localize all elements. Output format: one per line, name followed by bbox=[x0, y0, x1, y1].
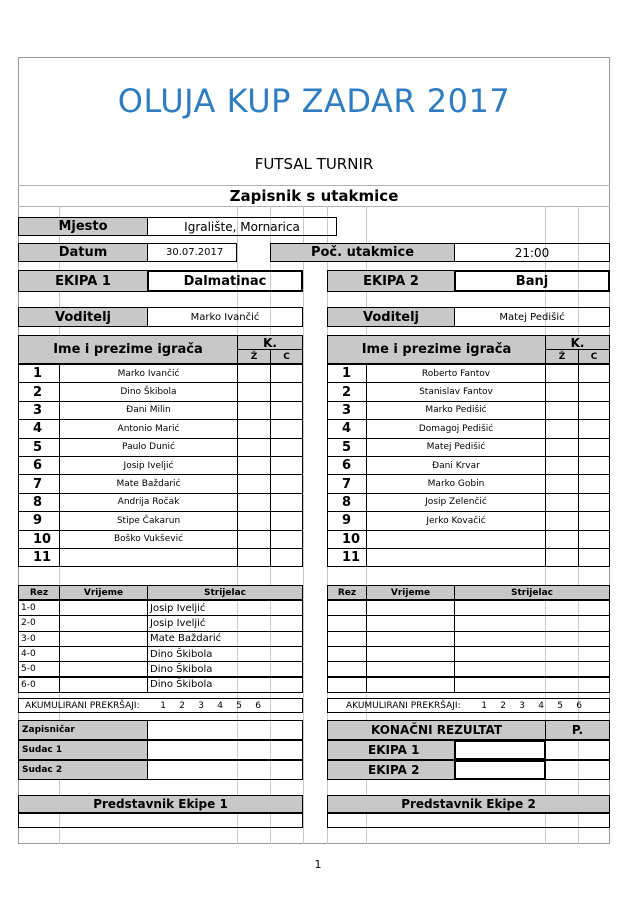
player-yellow-card[interactable] bbox=[545, 530, 579, 549]
referee1-field[interactable] bbox=[147, 740, 303, 760]
player-red-card[interactable] bbox=[270, 382, 303, 401]
goal-scorer[interactable] bbox=[454, 661, 610, 677]
goal-time[interactable] bbox=[366, 600, 455, 616]
team2-coach-label: Voditelj bbox=[327, 307, 455, 327]
foul-number[interactable]: 2 bbox=[179, 700, 185, 711]
player-name[interactable]: Paulo Dunić bbox=[59, 438, 238, 457]
player-red-card[interactable] bbox=[270, 530, 303, 549]
goal-score: 3-0 bbox=[18, 631, 60, 647]
final-team1-label: EKIPA 1 bbox=[327, 740, 455, 760]
goal-time[interactable] bbox=[59, 615, 148, 631]
player-red-card[interactable] bbox=[578, 456, 610, 475]
player-yellow-card[interactable] bbox=[237, 530, 271, 549]
player-red-card[interactable] bbox=[270, 419, 303, 438]
date-value: 30.07.2017 bbox=[147, 243, 237, 262]
player-number: 4 bbox=[327, 419, 367, 438]
player-yellow-card[interactable] bbox=[545, 401, 579, 420]
team2-coach: Matej Pedišić bbox=[454, 307, 610, 327]
final-team1-p[interactable] bbox=[545, 740, 610, 760]
player-yellow-card[interactable] bbox=[237, 401, 271, 420]
team1-red-header: C bbox=[270, 349, 303, 364]
player-yellow-card[interactable] bbox=[237, 364, 271, 383]
player-name[interactable]: Marko Gobin bbox=[366, 474, 546, 493]
team2-label: EKIPA 2 bbox=[327, 270, 455, 292]
foul-number[interactable]: 1 bbox=[481, 700, 487, 711]
player-name[interactable]: Stipe Čakarun bbox=[59, 511, 238, 530]
goal-time[interactable] bbox=[366, 677, 455, 693]
goal-scorer[interactable] bbox=[454, 631, 610, 647]
player-number: 9 bbox=[327, 511, 367, 530]
record-title: Zapisnik s utakmice bbox=[229, 187, 399, 205]
player-red-card[interactable] bbox=[270, 548, 303, 567]
player-yellow-card[interactable] bbox=[545, 493, 579, 512]
team2-yellow-header: Ž bbox=[545, 349, 579, 364]
foul-number[interactable]: 6 bbox=[576, 700, 582, 711]
goals1-scorer-header: Strijelac bbox=[147, 585, 303, 600]
foul-number[interactable]: 5 bbox=[236, 700, 242, 711]
goal-time[interactable] bbox=[366, 661, 455, 677]
player-yellow-card[interactable] bbox=[237, 456, 271, 475]
page-number: 1 bbox=[314, 858, 322, 871]
player-number: 2 bbox=[18, 382, 60, 401]
player-red-card[interactable] bbox=[270, 364, 303, 383]
fouls-numbers bbox=[154, 701, 268, 711]
final-team2-p[interactable] bbox=[545, 760, 610, 780]
goals2-scorer-header: Strijelac bbox=[454, 585, 610, 600]
player-number: 6 bbox=[18, 456, 60, 475]
player-red-card[interactable] bbox=[578, 474, 610, 493]
team2-cards-header: K. bbox=[545, 335, 610, 350]
player-name[interactable]: Andrija Ročak bbox=[59, 493, 238, 512]
goal-scorer[interactable] bbox=[454, 677, 610, 693]
player-name[interactable]: Đani Krvar bbox=[366, 456, 546, 475]
venue-label: Mjesto bbox=[18, 217, 148, 236]
player-number: 6 bbox=[327, 456, 367, 475]
team2-red-header: C bbox=[578, 349, 610, 364]
team1-players-header: Ime i prezime igrača bbox=[18, 335, 238, 364]
goal-score: 4-0 bbox=[18, 646, 60, 662]
final-p-label: P. bbox=[545, 720, 610, 740]
player-red-card[interactable] bbox=[270, 511, 303, 530]
player-red-card[interactable] bbox=[578, 511, 610, 530]
representative2-field[interactable] bbox=[327, 813, 610, 828]
goal-scorer[interactable]: Dino Škibola bbox=[147, 677, 303, 693]
player-number: 3 bbox=[327, 401, 367, 420]
goal-score bbox=[327, 646, 367, 662]
team2-name: Banj bbox=[454, 270, 610, 292]
goal-time[interactable] bbox=[366, 615, 455, 631]
goal-scorer[interactable]: Dino Škibola bbox=[147, 661, 303, 677]
final-team1-score[interactable] bbox=[454, 740, 546, 760]
player-number: 1 bbox=[327, 364, 367, 383]
player-name[interactable]: Jerko Kovačić bbox=[366, 511, 546, 530]
player-red-card[interactable] bbox=[578, 419, 610, 438]
foul-number[interactable]: 4 bbox=[538, 700, 544, 711]
player-red-card[interactable] bbox=[578, 401, 610, 420]
player-yellow-card[interactable] bbox=[545, 438, 579, 457]
fouls-label: AKUMULIRANI PREKRŠAJI: bbox=[25, 700, 140, 711]
player-number: 3 bbox=[18, 401, 60, 420]
goal-time[interactable] bbox=[59, 677, 148, 693]
player-red-card[interactable] bbox=[270, 401, 303, 420]
tournament-subtitle: FUTSAL TURNIR bbox=[254, 155, 374, 173]
goal-score bbox=[327, 631, 367, 647]
player-name[interactable]: Stanislav Fantov bbox=[366, 382, 546, 401]
goal-scorer[interactable] bbox=[454, 600, 610, 616]
goal-scorer[interactable]: Josip Iveljić bbox=[147, 600, 303, 616]
goal-score: 1-0 bbox=[18, 600, 60, 616]
goal-time[interactable] bbox=[366, 646, 455, 662]
player-name[interactable]: Matej Pedišić bbox=[366, 438, 546, 457]
player-yellow-card[interactable] bbox=[237, 474, 271, 493]
goal-time[interactable] bbox=[59, 600, 148, 616]
player-yellow-card[interactable] bbox=[545, 474, 579, 493]
foul-number[interactable]: 4 bbox=[217, 700, 223, 711]
player-name[interactable]: Roberto Fantov bbox=[366, 364, 546, 383]
player-number: 11 bbox=[327, 548, 367, 567]
goal-score bbox=[327, 600, 367, 616]
foul-number[interactable]: 3 bbox=[519, 700, 525, 711]
player-number: 9 bbox=[18, 511, 60, 530]
team1-name: Dalmatinac bbox=[147, 270, 303, 292]
player-yellow-card[interactable] bbox=[545, 382, 579, 401]
final-team2-score[interactable] bbox=[454, 760, 546, 780]
team1-coach-label: Voditelj bbox=[18, 307, 148, 327]
player-name[interactable] bbox=[366, 548, 546, 567]
player-number: 10 bbox=[18, 530, 60, 549]
player-yellow-card[interactable] bbox=[545, 548, 579, 567]
team2-players-header: Ime i prezime igrača bbox=[327, 335, 546, 364]
player-name[interactable]: Dino Škibola bbox=[59, 382, 238, 401]
referee1-label: Sudac 1 bbox=[18, 740, 148, 760]
player-yellow-card[interactable] bbox=[237, 382, 271, 401]
foul-number[interactable]: 3 bbox=[198, 700, 204, 711]
player-red-card[interactable] bbox=[270, 438, 303, 457]
player-yellow-card[interactable] bbox=[237, 511, 271, 530]
goal-time[interactable] bbox=[366, 631, 455, 647]
foul-number[interactable]: 6 bbox=[255, 700, 261, 711]
goal-scorer[interactable]: Josip Iveljić bbox=[147, 615, 303, 631]
player-number: 5 bbox=[327, 438, 367, 457]
foul-number[interactable]: 1 bbox=[160, 700, 166, 711]
goal-time[interactable] bbox=[59, 646, 148, 662]
goals2-time-header: Vrijeme bbox=[366, 585, 455, 600]
player-number: 10 bbox=[327, 530, 367, 549]
kickoff-value: 21:00 bbox=[454, 243, 610, 262]
goal-time[interactable] bbox=[59, 661, 148, 677]
goal-score bbox=[327, 677, 367, 693]
goal-time[interactable] bbox=[59, 631, 148, 647]
venue-value: Igralište, Mornarica bbox=[147, 217, 337, 236]
player-number: 8 bbox=[327, 493, 367, 512]
goal-scorer[interactable]: Mate Baždarić bbox=[147, 631, 303, 647]
player-name[interactable]: Đani Milin bbox=[59, 401, 238, 420]
referee2-label: Sudac 2 bbox=[18, 760, 148, 780]
player-yellow-card[interactable] bbox=[545, 364, 579, 383]
player-name[interactable] bbox=[366, 530, 546, 549]
goals1-score-header: Rez bbox=[18, 585, 60, 600]
foul-number[interactable]: 5 bbox=[557, 700, 563, 711]
player-red-card[interactable] bbox=[578, 364, 610, 383]
gridline bbox=[303, 206, 304, 844]
player-red-card[interactable] bbox=[578, 530, 610, 549]
player-number: 8 bbox=[18, 493, 60, 512]
goal-score bbox=[327, 661, 367, 677]
fouls-label: AKUMULIRANI PREKRŠAJI: bbox=[346, 700, 461, 711]
player-name[interactable]: Antonio Marić bbox=[59, 419, 238, 438]
team1-coach: Marko Ivančić bbox=[147, 307, 303, 327]
player-red-card[interactable] bbox=[578, 548, 610, 567]
team1-yellow-header: Ž bbox=[237, 349, 271, 364]
player-red-card[interactable] bbox=[270, 493, 303, 512]
goal-score bbox=[327, 615, 367, 631]
recorder-label: Zapisničar bbox=[18, 720, 148, 740]
player-yellow-card[interactable] bbox=[545, 456, 579, 475]
representative2-label: Predstavnik Ekipe 2 bbox=[327, 795, 610, 813]
player-name[interactable] bbox=[59, 548, 238, 567]
team1-fouls bbox=[18, 698, 303, 713]
goal-score: 2-0 bbox=[18, 615, 60, 631]
player-yellow-card[interactable] bbox=[237, 493, 271, 512]
tournament-title: OLUJA KUP ZADAR 2017 bbox=[117, 82, 511, 120]
player-yellow-card[interactable] bbox=[237, 548, 271, 567]
player-red-card[interactable] bbox=[270, 456, 303, 475]
player-name[interactable]: Josip Zelenčić bbox=[366, 493, 546, 512]
player-red-card[interactable] bbox=[270, 474, 303, 493]
player-name[interactable]: Boško Vukšević bbox=[59, 530, 238, 549]
player-yellow-card[interactable] bbox=[237, 438, 271, 457]
gridline bbox=[18, 185, 610, 186]
goal-scorer[interactable] bbox=[454, 615, 610, 631]
goal-scorer[interactable]: Dino Škibola bbox=[147, 646, 303, 662]
goals1-time-header: Vrijeme bbox=[59, 585, 148, 600]
player-number: 2 bbox=[327, 382, 367, 401]
player-name[interactable]: Mate Baždarić bbox=[59, 474, 238, 493]
player-name[interactable]: Marko Pedišić bbox=[366, 401, 546, 420]
player-number: 7 bbox=[327, 474, 367, 493]
representative1-label: Predstavnik Ekipe 1 bbox=[18, 795, 303, 813]
player-yellow-card[interactable] bbox=[545, 419, 579, 438]
player-name[interactable]: Marko Ivančić bbox=[59, 364, 238, 383]
player-number: 4 bbox=[18, 419, 60, 438]
team1-cards-header: K. bbox=[237, 335, 303, 350]
player-yellow-card[interactable] bbox=[237, 419, 271, 438]
player-yellow-card[interactable] bbox=[545, 511, 579, 530]
recorder-field[interactable] bbox=[147, 720, 303, 740]
goal-scorer[interactable] bbox=[454, 646, 610, 662]
representative1-field[interactable] bbox=[18, 813, 303, 828]
player-red-card[interactable] bbox=[578, 382, 610, 401]
player-name[interactable]: Josip Iveljić bbox=[59, 456, 238, 475]
player-number: 11 bbox=[18, 548, 60, 567]
goal-score: 6-0 bbox=[18, 677, 60, 693]
player-number: 5 bbox=[18, 438, 60, 457]
foul-number[interactable]: 2 bbox=[500, 700, 506, 711]
gridline bbox=[18, 206, 610, 207]
team1-label: EKIPA 1 bbox=[18, 270, 148, 292]
player-red-card[interactable] bbox=[578, 493, 610, 512]
referee2-field[interactable] bbox=[147, 760, 303, 780]
kickoff-label: Poč. utakmice bbox=[270, 243, 455, 262]
player-red-card[interactable] bbox=[578, 438, 610, 457]
fouls-numbers bbox=[475, 701, 589, 711]
team2-fouls bbox=[327, 698, 610, 713]
final-result-label: KONAČNI REZULTAT bbox=[327, 720, 546, 740]
goals2-score-header: Rez bbox=[327, 585, 367, 600]
player-number: 7 bbox=[18, 474, 60, 493]
final-team2-label: EKIPA 2 bbox=[327, 760, 455, 780]
player-name[interactable]: Domagoj Pedišić bbox=[366, 419, 546, 438]
date-label: Datum bbox=[18, 243, 148, 262]
goal-score: 5-0 bbox=[18, 661, 60, 677]
player-number: 1 bbox=[18, 364, 60, 383]
